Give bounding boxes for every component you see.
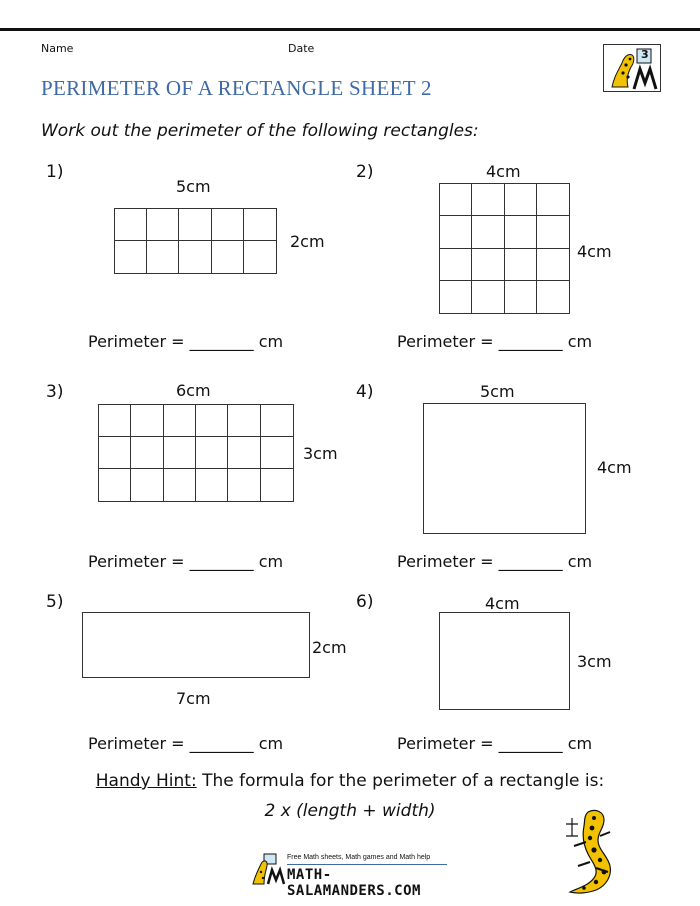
grid-cell	[228, 469, 260, 501]
grid-cell	[115, 241, 147, 273]
grid-cell	[228, 437, 260, 469]
salamander-mascot-icon	[548, 806, 640, 898]
grid-cell	[131, 405, 163, 437]
grid-cell	[99, 437, 131, 469]
problem-2-perimeter: Perimeter = ________ cm	[397, 332, 593, 351]
problem-6-width: 3cm	[577, 652, 612, 671]
grid-cell	[131, 437, 163, 469]
problem-4-rectangle	[423, 403, 586, 534]
problem-2-grid	[439, 183, 570, 314]
problem-5-length: 7cm	[176, 689, 211, 708]
grid-cell	[440, 249, 472, 281]
grid-cell	[537, 184, 569, 216]
problem-2-width: 4cm	[577, 242, 612, 261]
grid-cell	[505, 249, 537, 281]
grid-cell	[505, 281, 537, 313]
problem-6-number: 6)	[356, 592, 374, 612]
problem-1-length: 5cm	[176, 177, 211, 196]
problem-6-length: 4cm	[485, 594, 520, 613]
grid-cell	[440, 216, 472, 248]
instructions: Work out the perimeter of the following rectangles:	[41, 121, 479, 141]
footer-brand: MATH-SALAMANDERS.COM	[287, 867, 421, 899]
grid-cell	[537, 249, 569, 281]
grid-cell	[164, 405, 196, 437]
problem-4-width: 4cm	[597, 458, 632, 477]
grid-cell	[147, 209, 179, 241]
top-rule	[0, 28, 700, 31]
grid-cell	[115, 209, 147, 241]
problem-5-rectangle	[82, 612, 310, 678]
problem-6-rectangle	[439, 612, 570, 710]
problem-3-length: 6cm	[176, 381, 211, 400]
problem-1-width: 2cm	[290, 232, 325, 251]
grid-cell	[261, 437, 293, 469]
handy-hint-text: The formula for the perimeter of a rectangle is:	[196, 771, 605, 791]
handy-hint-label: Handy Hint:	[95, 771, 197, 791]
problem-4-perimeter: Perimeter = ________ cm	[397, 552, 593, 571]
page-title: PERIMETER OF A RECTANGLE SHEET 2	[41, 76, 432, 100]
grid-cell	[472, 281, 504, 313]
grid-cell	[131, 469, 163, 501]
grid-cell	[196, 437, 228, 469]
salamander-logo-icon	[604, 45, 660, 91]
grid-cell	[244, 209, 276, 241]
grid-cell	[505, 184, 537, 216]
grid-cell	[440, 184, 472, 216]
grid-cell	[472, 184, 504, 216]
grid-cell	[537, 281, 569, 313]
grid-cell	[179, 241, 211, 273]
salamander-logo	[603, 44, 661, 92]
problem-4-length: 5cm	[480, 382, 515, 401]
grid-cell	[472, 249, 504, 281]
grid-cell	[261, 469, 293, 501]
problem-3-width: 3cm	[303, 444, 338, 463]
grid-cell	[244, 241, 276, 273]
problem-5-perimeter: Perimeter = ________ cm	[88, 734, 284, 753]
problem-1-perimeter: Perimeter = ________ cm	[88, 332, 284, 351]
grid-cell	[99, 405, 131, 437]
grid-cell	[164, 437, 196, 469]
date-label: Date	[288, 42, 315, 55]
problem-3-grid	[98, 404, 294, 502]
footer-divider	[287, 864, 447, 865]
grid-cell	[440, 281, 472, 313]
problem-6-perimeter: Perimeter = ________ cm	[397, 734, 593, 753]
handy-hint	[0, 771, 700, 791]
grid-cell	[99, 469, 131, 501]
name-label: Name	[41, 42, 74, 55]
problem-1-number: 1)	[46, 162, 64, 182]
grid-cell	[537, 216, 569, 248]
grid-cell	[212, 209, 244, 241]
problem-5-width: 2cm	[312, 638, 347, 657]
grid-cell	[196, 405, 228, 437]
grid-cell	[196, 469, 228, 501]
footer-logo	[250, 852, 450, 899]
problem-4-number: 4)	[356, 382, 374, 402]
grid-cell	[228, 405, 260, 437]
grid-cell	[147, 241, 179, 273]
logo-badge: 3	[641, 48, 649, 61]
grid-cell	[505, 216, 537, 248]
perimeter-formula: 2 x (length + width)	[264, 801, 436, 821]
grid-cell	[212, 241, 244, 273]
grid-cell	[472, 216, 504, 248]
grid-cell	[261, 405, 293, 437]
grid-cell	[179, 209, 211, 241]
problem-5-number: 5)	[46, 592, 64, 612]
problem-2-length: 4cm	[486, 162, 521, 181]
problem-1-grid	[114, 208, 277, 274]
problem-2-number: 2)	[356, 162, 374, 182]
problem-3-number: 3)	[46, 382, 64, 402]
grid-cell	[164, 469, 196, 501]
footer-tagline: Free Math sheets, Math games and Math help	[287, 854, 431, 861]
footer-salamander-icon	[250, 852, 286, 886]
problem-3-perimeter: Perimeter = ________ cm	[88, 552, 284, 571]
